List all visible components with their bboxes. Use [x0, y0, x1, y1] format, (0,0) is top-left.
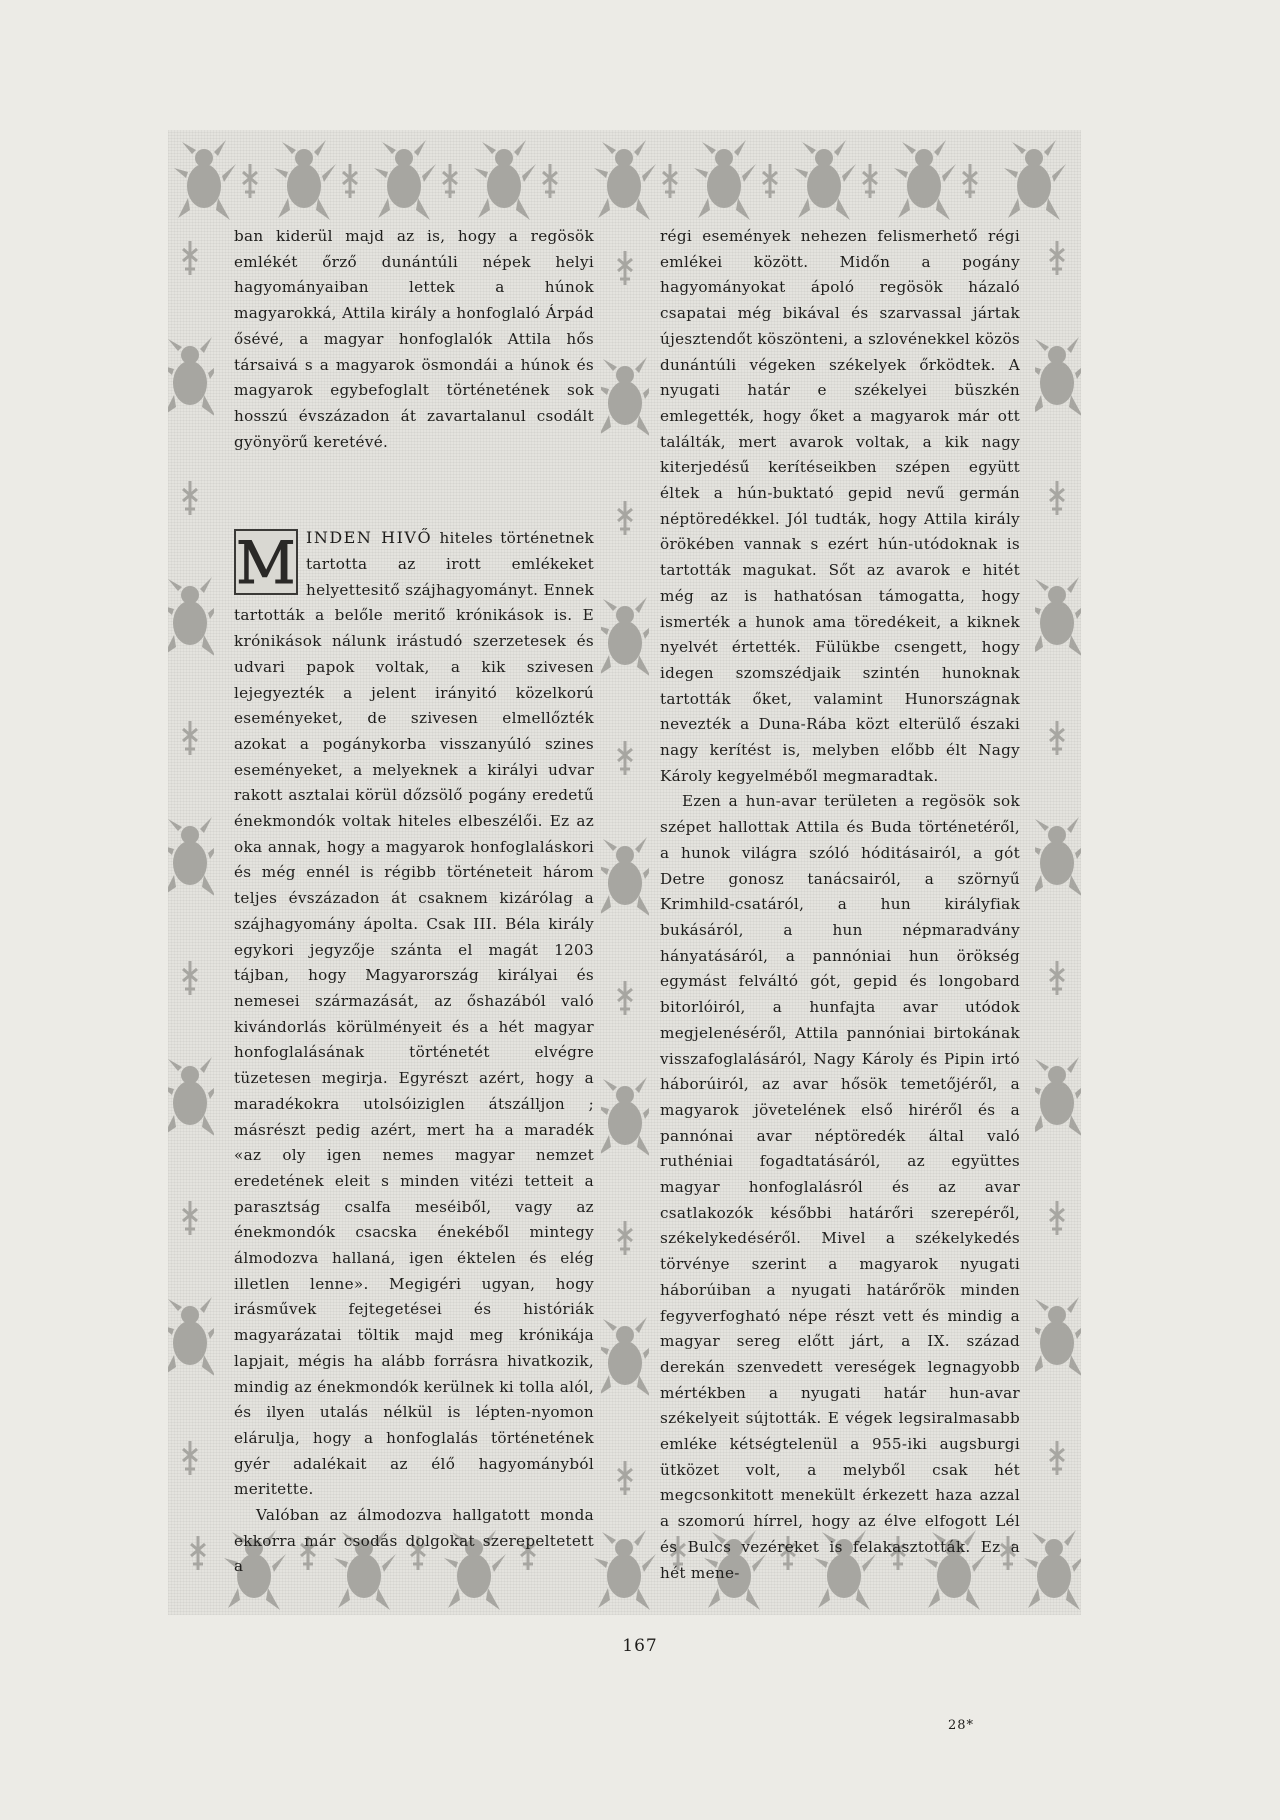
lead-words: INDEN HIVŐ [306, 528, 433, 548]
left-paragraph-1: ban kiderül majd az is, hogy a regösök emlékét őrző dunántúli népek helyi hagyományaiban lettek a húnok magyarokká, Attila király a honfoglaló Árpád ősévé, a magyar honfoglalók Attila hős társaivá s a magyarok ösmondái a húnok és magyarok egybefoglalt történetének sok hosszú évszázadon át zavartalanul csodált gyönyörű keretévé. [234, 227, 594, 451]
left-paragraph-2 [234, 525, 594, 1503]
right-paragraph-1: régi események nehezen felismerhető régi emlékei között. Midőn a pogány hagyományokat ápoló regösök házaló csapatai még bikával és szarvassal jártak újesztendőt köszönteni, a szlovénekkel közös dunántúli végeken székelyek őrködtek. A nyugati határ e székelyei büszkén emlegették, hogy őket a magyarok már ott találták, mert avarok voltak, a kik nagy kiterjedésű kerítéseikben szépen együtt éltek a hún-buktató gepid nevű germán néptöredékkel. Jól tudták, hogy Attila király örökében vannak s ezért hún-utódoknak is tartották magukat. Sőt az avarok e hitét még az is hathatósan támogatta, hogy ismerték a hunok ama töredékeit, a kiknek nyelvét értették. Fülükbe csengett, hogy idegen szomszédjaik szintén hunoknak tartották őket, valamint Hunországnak nevezték a Duna-Rába közt elterülő északi nagy kerítést is, melyben előbb élt Nagy Károly kegyelméből megmaradtak. [660, 227, 1020, 785]
drop-cap-initial [234, 529, 298, 595]
page-number: 167 [622, 1636, 658, 1656]
printer-signature-mark: 28* [948, 1718, 975, 1733]
ornament-border-center [601, 225, 649, 1520]
text-column-left [234, 224, 594, 1580]
ornament-border-right [1035, 225, 1081, 1520]
ornament-border-top [168, 130, 1081, 225]
section-gap [234, 455, 594, 525]
svg-text:M: M [236, 529, 296, 596]
ornament-border-left [168, 225, 214, 1520]
right-paragraph-2: Ezen a hun-avar területen a regösök sok szépet hallottak Attila és Buda történetéről, a hunok világra szóló hóditásairól, a gót Detre gonosz tanácsairól, a szörnyű Krimhild-csatáról, a hun királyfiak bukásáról, a hun népmaradvány hányatásáról, a pannóniai hun örökség egymást felváltó gót, gepid és longobard bitorlóiról, a hunfajta avar utódok megjelenéséről, Attila pannóniai birtokának visszafoglalásáról, Nagy Károly és Pipin irtó háborúiról, az avar hősök temetőjéről, a magyarok jövetelének első hiréről és a pannónai avar néptöredék által való ruthéniai fogadtatásáról, az együttes magyar honfoglalásról és az avar csatlakozók későbbi határőri szerepéről, székelykedéséről. Mivel a székelykedés törvénye szerint a magyarok nyugati háborúiban a nyugati határőrök minden fegyverfogható népe részt vett és mindig a magyar sereg előtt járt, a IX. század derekán szenvedett vereségek legnagyobb mértékben a nyugati határ hun-avar székelyeit sújtották. E végek legsiralmasabb emléke kétségtelenül a 955-iki augsburgi ütközet volt, a melyből csak hét megcsonkitott menekült érkezett haza azzal a szomorú hírrel, hogy az élve elfogott Lél és Bulcs vezéreket is felakasztották. Ez a hét mene- [660, 792, 1020, 1582]
left-paragraph-3: Valóban az álmodozva hallgatott monda ekkorra már csodás dolgokat szerepeltetett a [234, 1506, 594, 1576]
left-paragraph-2-text: hiteles történetnek tartotta az irott emlékeket helyettesitő szájhagyományt. Ennek tartották a belőle meritő krónikások is. E krónikások nálunk irástudó szerzetesek és udvari papok voltak, a kik szivesen lejegyezték a jelent irányitó közelkorú eseményeket, de szivesen elmellőzték azokat a pogánykorba visszanyúló szines eseményeket, a melyeknek a királyi udvar rakott asztalai körül dőzsölő pogány eredetű énekmondók voltak hiteles elbeszélői. Ez az oka annak, hogy a magyarok honfoglaláskori és még ennél is régibb történeteit három teljes évszázadon át csaknem kizárólag a szájhagyomány ápolta. Csak III. Béla király egykori jegyzője szánta el magát 1203 tájban, hogy Magyarország királyai és nemesei származását, az őshazából való kivándorlás körülményeit és a hét magyar honfoglalásának történetét elvégre tüzetesen megirja. Egyrészt azért, hogy a maradékokra utolsóiziglen átszálljon ; másrészt pedig azért, mert ha a maradék «az oly igen nemes magyar nemzet eredetének eleit s minden vitézi tetteit a parasztság csalfa meséiből, vagy az énekmondók csacska énekéből mintegy álmodozva hallaná, igen éktelen és elég illetlen lenne». Megigéri ugyan, hogy irásművek fejtegetései és históriák magyarázatai töltik majd meg krónikája lapjait, mégis ha alább forrásra hivatkozik, mindig az énekmondók kerülnek ki tolla alól, és ilyen utalás nélkül is lépten-nyomon elárulja, hogy a honfoglalás történetének gyér adalékait az élő hagyományból meritette. [234, 529, 595, 1499]
text-column-right [660, 224, 1020, 1586]
